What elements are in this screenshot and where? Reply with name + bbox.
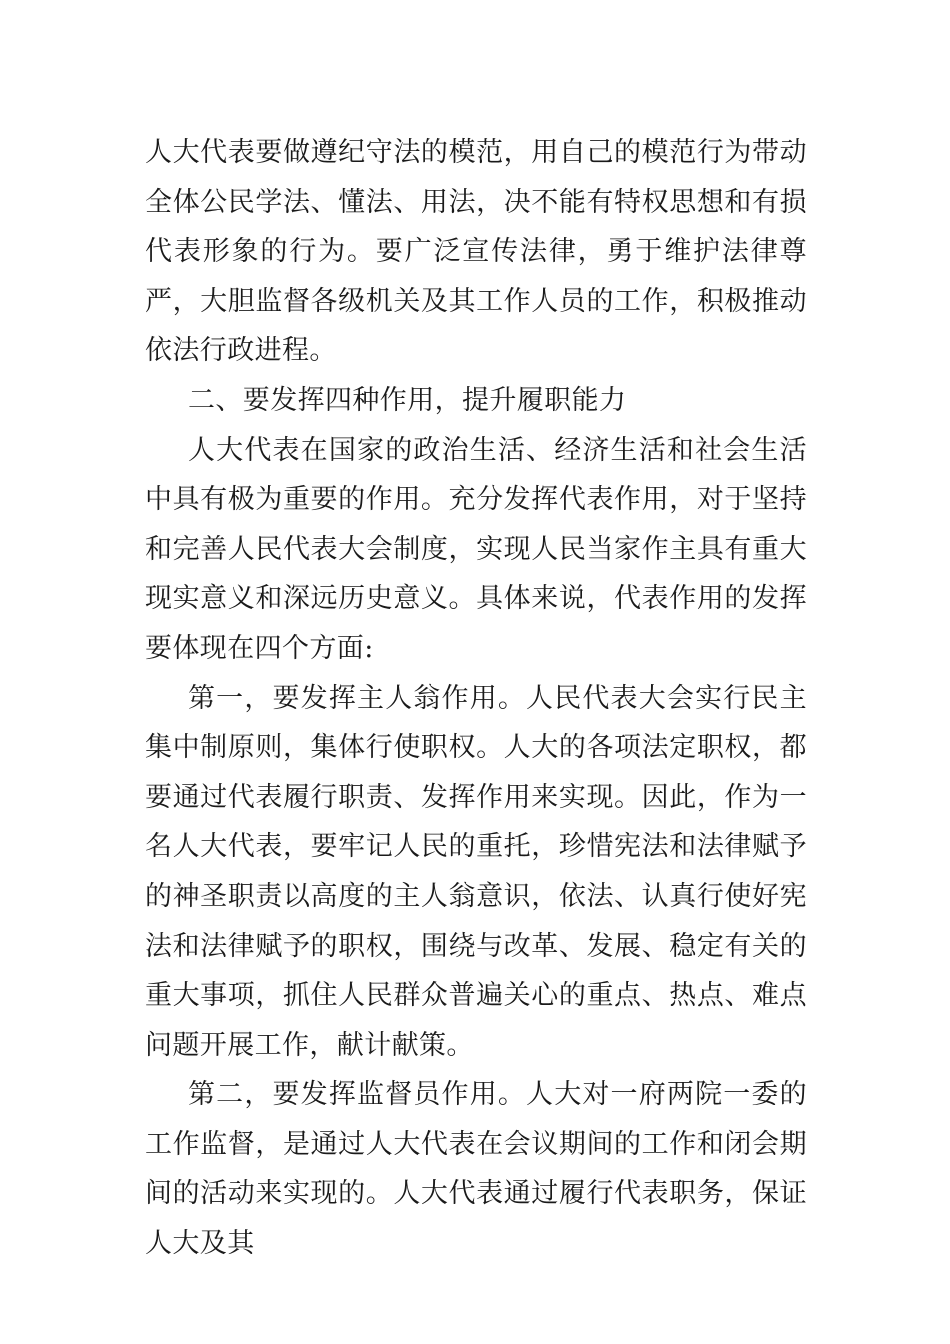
section-heading: 二、要发挥四种作用，提升履职能力 <box>188 384 627 416</box>
paragraph-role-first: 第一，要发挥主人翁作用。人民代表大会实行民主集中制原则，集体行使职权。人大的各项法定职权，都要通过代表履行职责、发挥作用来实现。因此，作为一名人大代表，要牢记人民的重托，珍惜宪法和法律赋予的神圣职责以高度的主人翁意识，依法、认真行使好宪法和法律赋予的职权，围绕与改革、发展、稳定有关的重大事项，抓住人民群众普遍关心的重点、热点、难点问题开展工作，献计献策。 <box>145 682 807 1061</box>
document-body <box>145 128 807 1269</box>
paragraph-role-second: 第二，要发挥监督员作用。人大对一府两院一委的工作监督，是通过人大代表在会议期间的工作和闭会期间的活动来实现的。人大代表通过履行代表职务，保证人大及其 <box>145 1079 807 1260</box>
paragraph-role-intro: 人大代表在国家的政治生活、经济生活和社会生活中具有极为重要的作用。充分发挥代表作用，对于坚持和完善人民代表大会制度，实现人民当家作主具有重大现实意义和深远历史意义。具体来说，代表作用的发挥要体现在四个方面: <box>145 434 807 664</box>
paragraph-continuation: 人大代表要做遵纪守法的模范，用自己的模范行为带动全体公民学法、懂法、用法，决不能有特权思想和有损代表形象的行为。要广泛宣传法律，勇于维护法律尊严，大胆监督各级机关及其工作人员的工作，积极推动依法行政进程。 <box>145 137 807 367</box>
